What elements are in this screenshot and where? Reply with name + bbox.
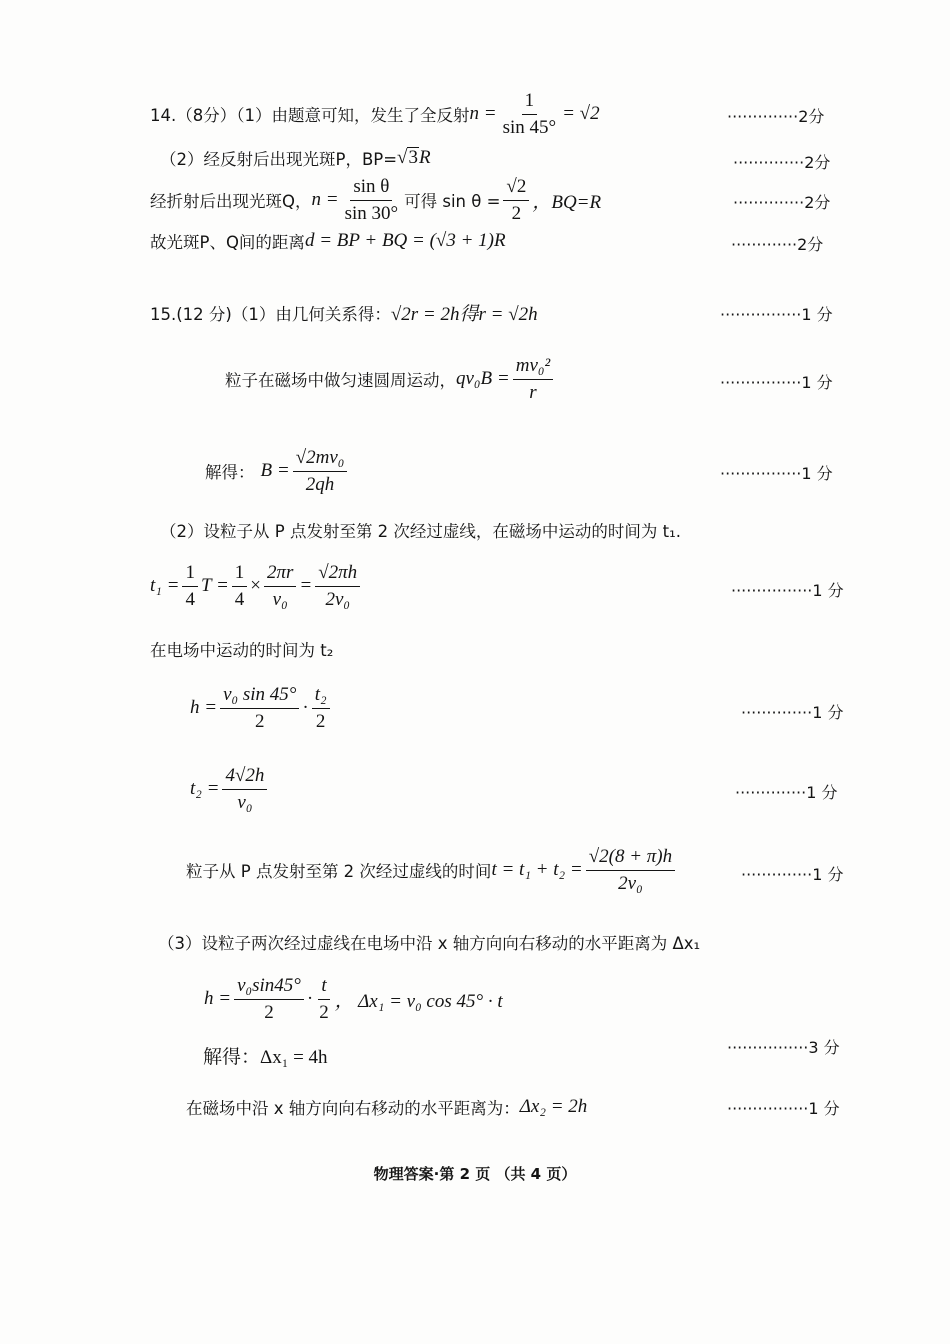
q15-p2-f3n: 2πr — [264, 562, 296, 587]
q15-score-8: ················3 分 — [727, 1038, 840, 1057]
q14-p4-text: 故光斑P、Q间的距离 — [150, 233, 305, 252]
q15-eq1: √2r = 2h得r = √2h — [390, 304, 538, 325]
q14-p2-sqrt: √ 3 — [397, 147, 418, 169]
q15-p5-num: √2(8 + π)h — [586, 846, 675, 871]
q15-p2-f2d: 4 — [234, 588, 245, 610]
q15-p2-lhs: t₁ = — [150, 575, 180, 597]
q15-line-10 — [158, 930, 700, 954]
q14-eq1-num: 1 — [522, 90, 538, 115]
q15-p2-frac-1 — [182, 562, 198, 611]
q15-p9-eq: Δx₂ = 2h — [519, 1096, 588, 1117]
q15-line-6 — [150, 637, 333, 661]
q14-score-1: ··············2分 — [727, 107, 825, 126]
q15-l2-fraction — [513, 355, 553, 404]
q15-line-9 — [186, 846, 678, 895]
q14-p3-den: sin 30° — [344, 202, 399, 224]
q14-p4-eq: d = BP + BQ = (√3 + 1)R — [304, 230, 506, 251]
q15-p3-text: 在电场中运动的时间为 t₂ — [150, 641, 334, 660]
q14-score-4: ·············2分 — [731, 235, 824, 254]
q15-p5-text: 粒子从 P 点发射至第 2 次经过虚线的时间 — [186, 862, 492, 882]
q15-line-12 — [203, 1042, 328, 1069]
q15-p7-tail: ， Δx₁ = v₀ cos 45° · t — [334, 990, 503, 1012]
q14-eq1-rhs: = √2 — [562, 103, 600, 125]
q15-score-6: ··············1 分 — [735, 783, 838, 802]
q15-p3-num: v₀ sin 45° — [220, 684, 299, 709]
q14-p3-lhs: n = — [311, 189, 339, 211]
q14-p2-tail: R — [418, 147, 431, 168]
q15-line-5 — [150, 562, 363, 611]
q15-score-9: ················1 分 — [727, 1099, 840, 1118]
q15-p3-den: 2 — [254, 710, 265, 732]
q14-p3-text: 经折射后出现光斑Q， — [150, 192, 312, 212]
q15-p5-den: 2v₀ — [618, 872, 643, 894]
q15-line-13 — [186, 1095, 587, 1119]
q15-header: 15.(12 分)（1）由几何关系得： — [150, 304, 391, 324]
q15-score-5: ··············1 分 — [741, 703, 844, 722]
q14-p3-den2: 2 — [511, 202, 522, 224]
q15-p2-frac-3 — [264, 562, 296, 611]
page-footer: 物理答案·第 2 页 （共 4 页） — [373, 1165, 577, 1183]
q14-line-1 — [150, 90, 600, 139]
q15-l2-num: mv₀² — [513, 355, 553, 380]
q15-p4-den: v₀ — [237, 791, 253, 813]
q15-p3-lhs: h = — [190, 697, 218, 719]
q15-line-8 — [190, 765, 270, 814]
q14-p2-text: （2）经反射后出现光斑P，BP= — [160, 150, 398, 169]
q14-eq1-fraction — [500, 90, 560, 139]
q15-l2-den: r — [529, 381, 537, 403]
q15-p7-fraction — [234, 975, 304, 1024]
q15-line-3 — [205, 447, 350, 496]
q15-line-7 — [190, 684, 333, 733]
q15-p5-fraction — [586, 846, 675, 895]
q15-p7-lhs: h = — [204, 988, 232, 1010]
q14-p3-fraction-2 — [503, 176, 529, 225]
q15-p7-dot: · — [306, 988, 314, 1010]
q15-p2-f1d: 4 — [185, 588, 195, 610]
q14-eq1-lhs: n = — [469, 103, 497, 125]
q15-score-1: ················1 分 — [720, 305, 833, 324]
q14-p3-fraction — [342, 176, 402, 225]
q15-l3-fraction — [293, 447, 348, 496]
q15-p8-text: 解得：Δx₁ = 4h — [203, 1047, 328, 1068]
q15-line-11 — [204, 975, 503, 1024]
q15-score-2: ················1 分 — [720, 373, 833, 392]
q14-line-2 — [160, 146, 431, 170]
q15-p7-tn: t — [318, 975, 329, 1000]
q15-line-1 — [150, 299, 538, 326]
q15-line-4 — [160, 518, 681, 542]
q15-p2-f2n: 1 — [232, 562, 248, 587]
q15-l3-den: 2qh — [305, 473, 335, 495]
q15-p2-f1n: 1 — [182, 562, 198, 587]
q15-score-4: ················1 分 — [731, 581, 844, 600]
q15-p3-t-fraction — [312, 684, 330, 733]
q15-p6-text: （3）设粒子两次经过虚线在电场中沿 x 轴方向向右移动的水平距离为 Δx₁ — [158, 934, 701, 953]
q15-p4-lhs: t₂ = — [190, 778, 220, 800]
q14-score-3: ··············2分 — [733, 193, 831, 212]
q15-p2-text: （2）设粒子从 P 点发射至第 2 次经过虚线，在磁场中运动的时间为 t₁. — [160, 522, 681, 541]
q15-line-2 — [225, 355, 556, 404]
q15-l3-text: 解得： — [205, 463, 255, 483]
q15-p7-td: 2 — [319, 1001, 329, 1023]
q15-p3-dot: · — [302, 697, 309, 719]
q15-l3-lhs: B = — [260, 460, 290, 482]
q15-p7-num: v₀sin45° — [234, 975, 304, 1000]
q14-header: 14.（8分）（1）由题意可知，发生了全反射 — [150, 106, 470, 126]
q15-p3-tn: t₂ — [312, 684, 330, 709]
q15-p2-frac-2 — [232, 562, 248, 611]
q15-p4-num: 4√2h — [222, 765, 267, 790]
q15-l3-num: √2mv₀ — [293, 447, 348, 472]
q15-p2-times: × — [250, 575, 261, 597]
q15-l2-text: 粒子在磁场中做匀速圆周运动， — [225, 371, 456, 391]
q15-p2-f3d: v₀ — [272, 588, 288, 610]
q14-p3-tail: ，BQ=R — [532, 191, 602, 213]
q14-line-4 — [150, 229, 506, 253]
q15-p2-f4n: √2πh — [315, 562, 360, 587]
q15-p3-fraction — [220, 684, 299, 733]
q15-p7-t-fraction — [316, 975, 332, 1024]
q15-p7-den: 2 — [264, 1001, 274, 1023]
q15-p3-td: 2 — [315, 710, 326, 732]
q14-p3-mid: 可得 sin θ = — [404, 192, 501, 212]
q14-line-3 — [150, 176, 601, 225]
q15-p2-eqs: = — [299, 575, 313, 597]
q15-p2-T: T = — [200, 575, 229, 597]
q14-p3-num2: √2 — [503, 176, 529, 201]
q15-l2-lhs: qv₀B = — [456, 368, 510, 390]
q15-score-3: ················1 分 — [720, 464, 833, 483]
q14-p3-num: sin θ — [350, 176, 392, 201]
q15-score-7: ··············1 分 — [741, 865, 844, 884]
q15-p4-fraction — [222, 765, 267, 814]
q14-p2-sqrt-arg: 3 — [408, 147, 418, 169]
q15-p9-text: 在磁场中沿 x 轴方向向右移动的水平距离为： — [186, 1099, 520, 1118]
q15-p2-frac-4 — [315, 562, 360, 611]
q14-eq1-den: sin 45° — [502, 116, 557, 138]
q15-p2-f4d: 2v₀ — [325, 588, 350, 610]
q15-p5-lhs: t = t₁ + t₂ = — [491, 859, 583, 881]
q14-score-2: ··············2分 — [733, 153, 831, 172]
